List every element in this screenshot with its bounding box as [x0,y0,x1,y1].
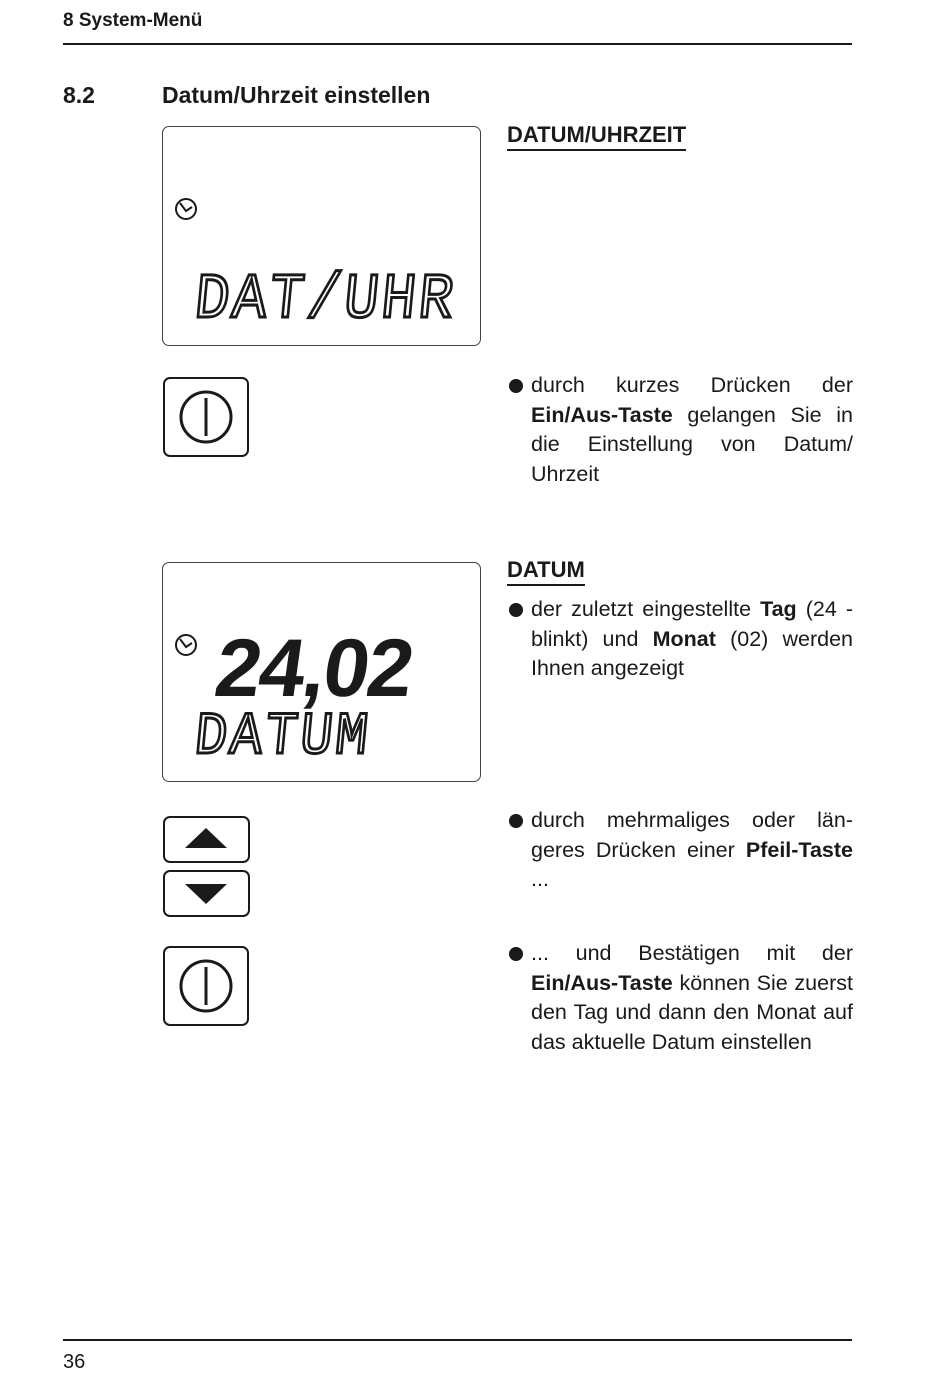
lcd-display-datetime [162,126,481,346]
lcd-text-dat-uhr: DAT/UHR [191,264,460,337]
clock-icon [176,199,196,219]
instruction-confirm: ... und Bestätigen mit der Ein/Aus-Taste können Sie zuerst den Tag und dann den Monat auf das aktuelle Datum einstellen [507,939,853,1057]
power-button[interactable] [163,377,249,457]
heading-datum: DATUM [507,557,585,586]
heading-datum-uhrzeit: DATUM/UHRZEIT [507,122,686,151]
power-icon [181,392,231,442]
lcd-date-value: 24,02 [209,622,418,714]
instruction-arrow-keys: durch mehrmaliges oder län geres Drücken einer Pfeil-Taste ... [507,806,853,895]
page-number: 36 [63,1351,86,1373]
chapter-header: 8 System-Menü [63,10,203,31]
clock-icon [176,635,196,655]
arrow-up-button[interactable] [163,816,250,863]
header-rule [63,43,852,45]
instruction-open-setting: durch kurzes Drücken der Ein/Aus-Taste gelangen Sie in die Einstellung von Datum/ Uhrzeit [507,371,853,489]
bullet-icon [509,947,523,961]
power-icon [181,961,231,1011]
bullet-icon [509,814,523,828]
bullet-icon [509,603,523,617]
footer-rule [63,1339,852,1341]
lcd-date-label: DATUM [191,703,374,772]
lcd-display-date [162,562,481,782]
section-title: Datum/Uhrzeit einstellen [162,82,431,108]
arrow-down-button[interactable] [163,870,250,917]
arrow-down-icon [185,884,227,904]
arrow-up-icon [185,828,227,848]
section-number: 8.2 [63,82,95,108]
instruction-date-shown: der zuletzt eingestellte Tag (24 - blinkt) und Monat (02) werden Ihnen angezeigt [507,595,853,684]
bullet-icon [509,379,523,393]
power-button-confirm[interactable] [163,946,249,1026]
